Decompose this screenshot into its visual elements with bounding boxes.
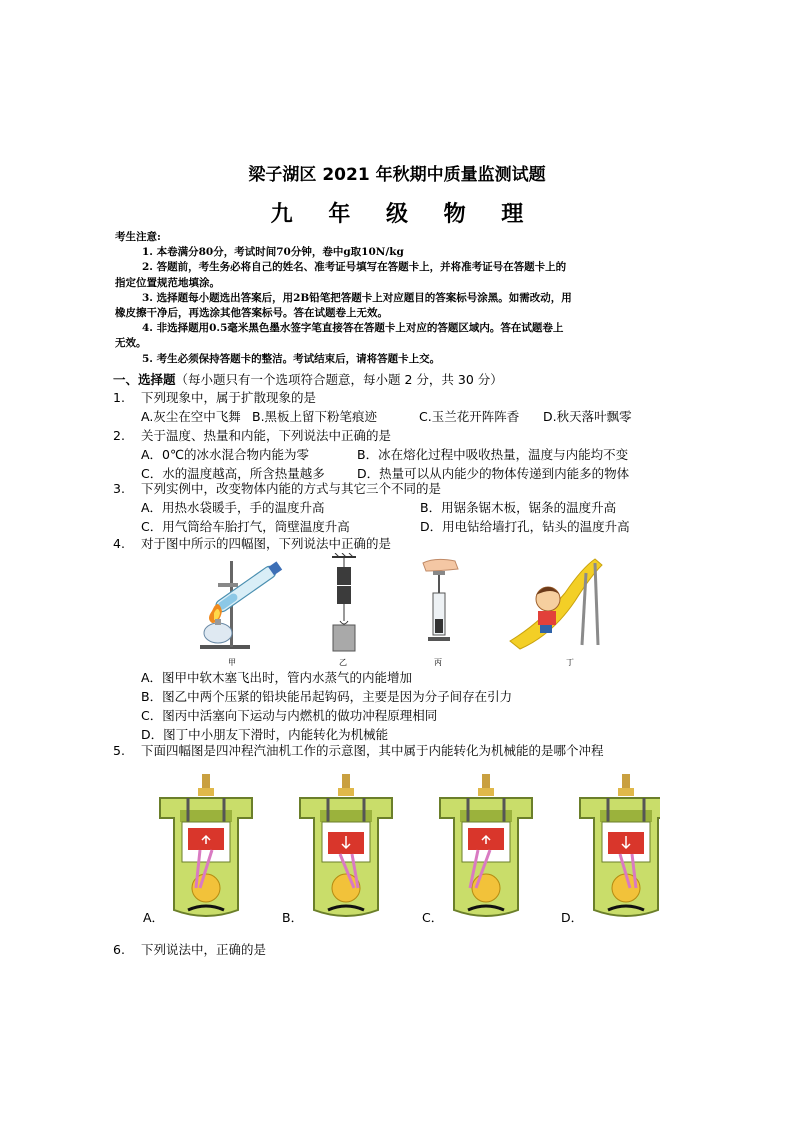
option-c: C． [422,910,444,925]
option-b: B．用锯条锯木板，锯条的温度升高 [420,500,617,515]
question-5-options [0,908,794,927]
section-heading [113,370,503,389]
engine-a [160,774,252,916]
option-d: D．图丁中小朋友下滑时，内能转化为机械能 [141,727,389,742]
subject-title: 九 年 级 物 理 [270,202,538,227]
question-stem: 下面四幅图是四冲程汽油机工作的示意图，其中属于内能转化为机械能的是哪个冲程 [141,743,604,758]
option-c: C．图丙中活塞向下运动与内燃机的做功冲程原理相同 [141,708,438,723]
svg-text:丙: 丙 [434,658,442,667]
option-b: B． [282,910,304,925]
question-4-options [0,668,794,744]
figure-bing [423,559,458,667]
question-2 [0,426,794,483]
svg-text:丁: 丁 [566,658,574,667]
question-number: 4. [113,536,125,551]
question-6 [0,940,794,959]
option-d: D． [561,910,584,925]
notice-item: 3. 选择题每小题选出答案后，用2B铅笔把答题卡上对应题目的答案标号涂黑。如需改动，用 [142,291,572,304]
notice-item: 无效。 [115,337,147,350]
notice-item: 橡皮擦干净后，再选涂其他答案标号。答在试题卷上无效。 [115,307,388,320]
notice-item: 5. 考生必须保持答题卡的整洁。考试结束后，请将答题卡上交。 [142,352,441,365]
notice-item: 4. 非选择题用0.5毫米黑色墨水签字笔直接答在答题卡上对应的答题区域内。答在试题卷上 [142,322,564,335]
q4-figure [190,553,620,668]
question-stem: 对于图中所示的四幅图，下列说法中正确的是 [141,536,392,551]
engine-diagrams [140,770,660,930]
question-4 [0,534,794,553]
notice-heading: 考生注意: [115,231,161,243]
question-number: 3. [113,481,125,496]
question-stem: 下列现象中，属于扩散现象的是 [141,390,317,405]
figure-ding [510,559,602,667]
engine-b [300,774,392,916]
figure-label-jia: 甲 [228,658,236,667]
svg-text:乙: 乙 [339,658,347,667]
option-c: C.玉兰花开阵阵香 [419,409,520,424]
option-a: A．图甲中软木塞飞出时，管内水蒸气的内能增加 [141,670,413,685]
question-number: 1. [113,390,125,405]
option-b: B．冰在熔化过程中吸收热量，温度与内能均不变 [357,447,629,462]
option-a: A.灰尘在空中飞舞 [141,409,241,424]
question-stem: 下列实例中，改变物体内能的方式与其它三个不同的是 [141,481,442,496]
option-a: A．0℃的冰水混合物内能为零 [141,447,310,462]
question-3 [0,479,794,536]
section-title: 一、选择题 [113,372,176,387]
notice-item: 1. 本卷满分80分，考试时间70分钟，卷中g取10N/kg [142,246,404,259]
notice-block [115,230,685,367]
option-c: C．用气筒给车胎打气，筒壁温度升高 [141,519,350,534]
option-c: C．水的温度越高，所含热量越多 [141,466,325,481]
option-d: D．热量可以从内能少的物体传递到内能多的物体 [357,466,630,481]
figure-jia [200,561,283,649]
section-note: （每小题只有一个选项符合题意，每小题 2 分，共 30 分） [175,372,503,387]
question-number: 5. [113,743,125,758]
notice-item: 指定位置规范地填涂。 [115,276,220,289]
exam-title: 梁子湖区 2021 年秋期中质量监测试题 [248,165,546,185]
option-b: B．图乙中两个压紧的铅块能吊起钩码，主要是因为分子间存在引力 [141,689,513,704]
option-d: D.秋天落叶飘零 [543,409,632,424]
question-stem: 下列说法中，正确的是 [141,942,267,957]
option-a: A． [143,910,165,925]
question-number: 2. [113,428,125,443]
engine-d [580,774,660,916]
question-stem: 关于温度、热量和内能，下列说法中正确的是 [141,428,392,443]
question-number: 6. [113,942,125,957]
option-a: A．用热水袋暖手，手的温度升高 [141,500,325,515]
question-5 [0,741,794,760]
notice-item: 2. 答题前，考生务必将自己的姓名、准考证号填写在答题卡上，并将准考证号在答题卡上的 [142,261,567,274]
question-1 [0,388,794,426]
engine-c [440,774,532,916]
option-b: B.黑板上留下粉笔痕迹 [252,409,378,424]
figure-yi [332,553,356,667]
option-d: D．用电钻给墙打孔，钻头的温度升高 [420,519,630,534]
